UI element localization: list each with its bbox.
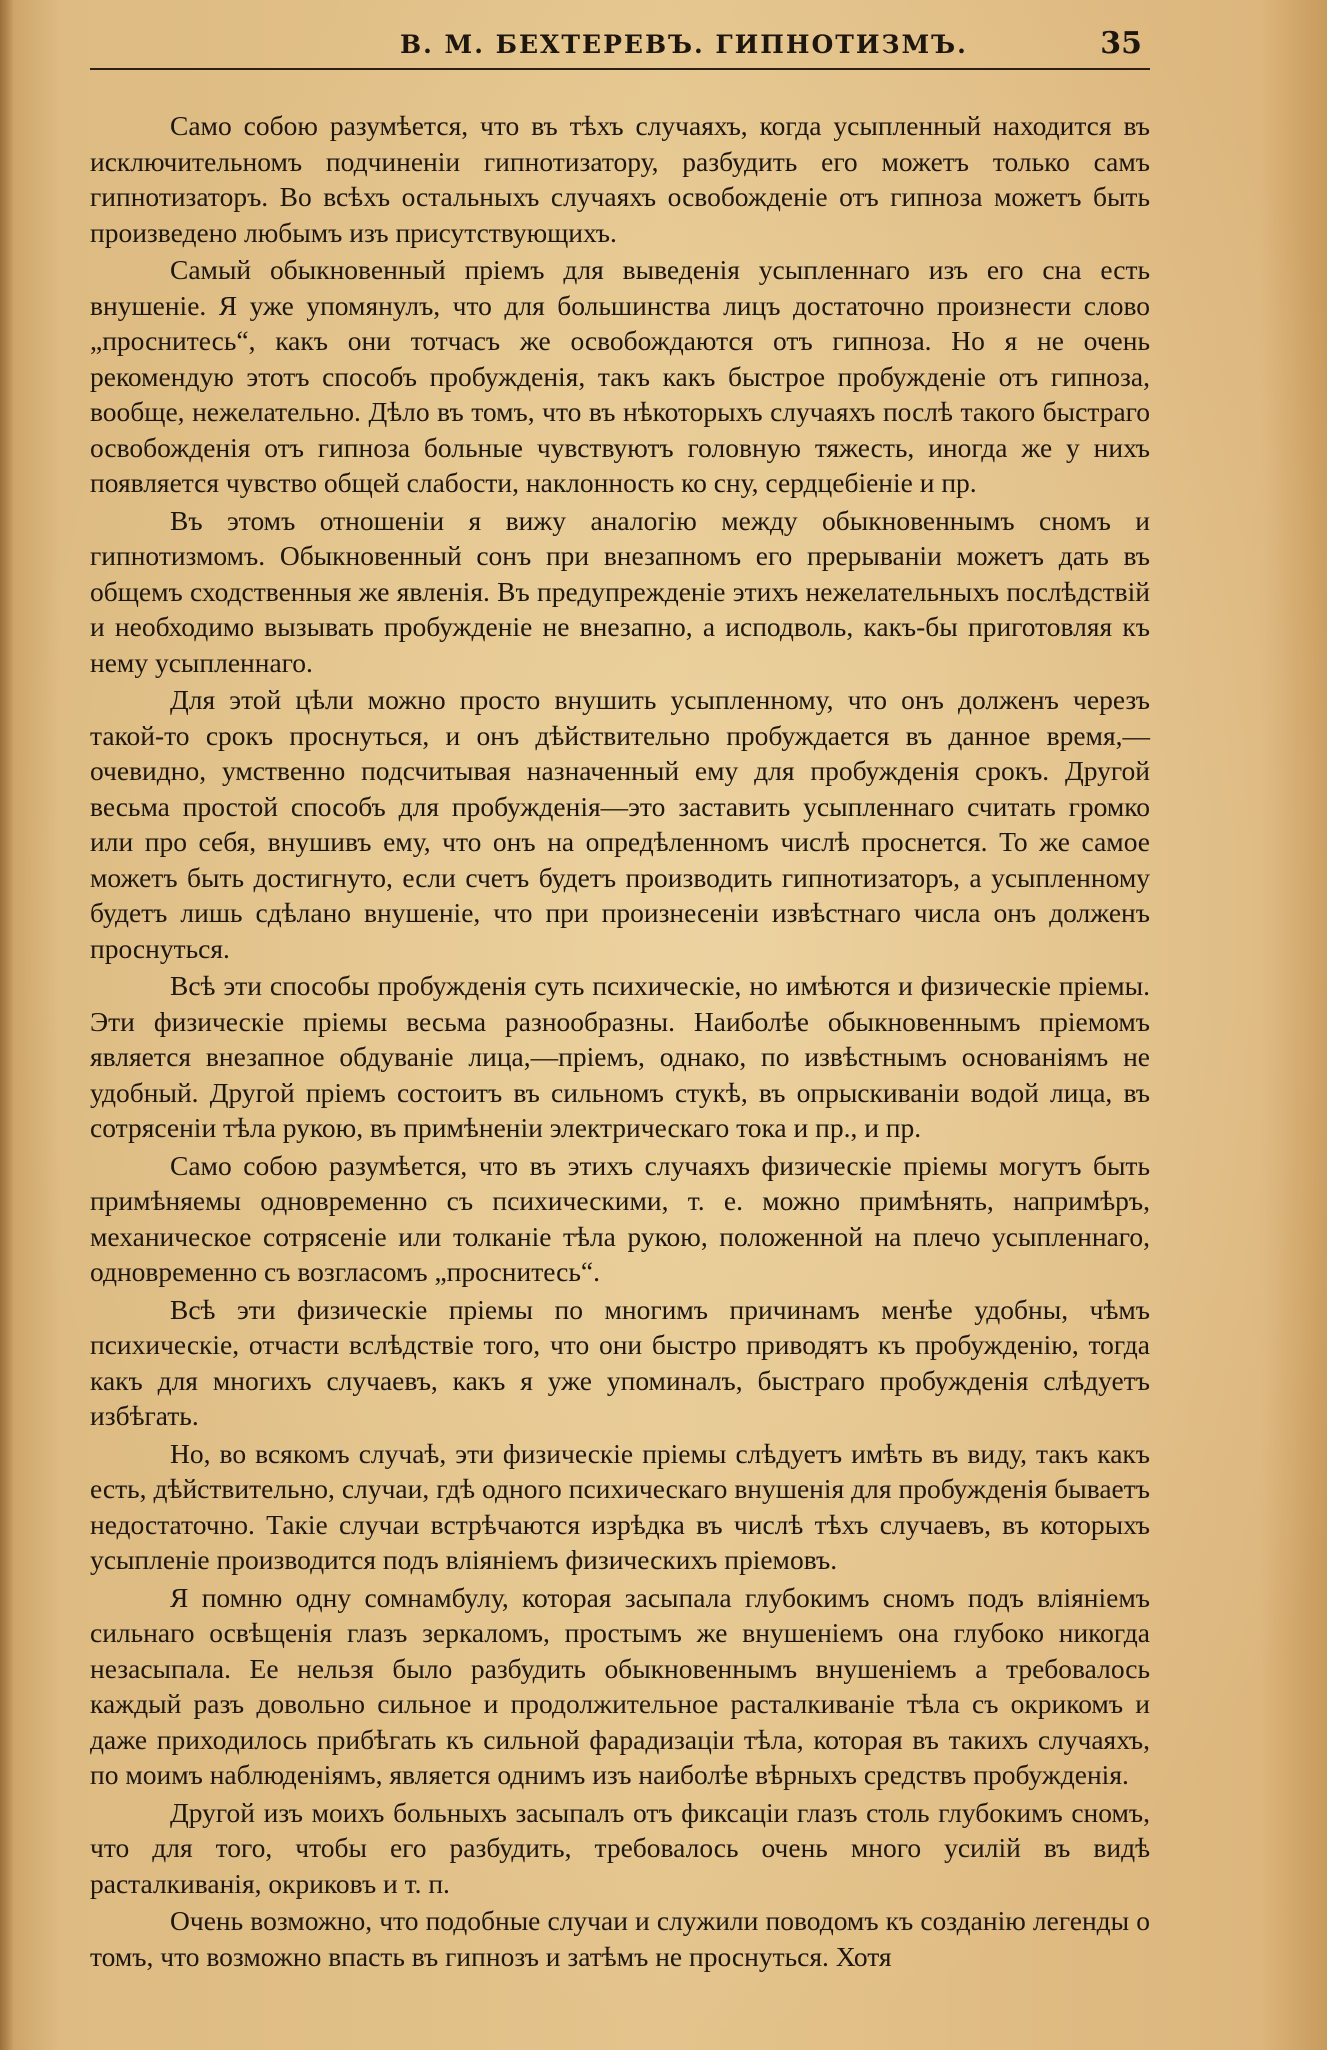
page-number: 35: [1100, 26, 1142, 61]
paragraph: Очень возможно, что подобные случаи и служили поводомъ къ созданію легенды о томъ, что возможно впасть въ гипнозъ и затѣмъ не проснуться. Хотя: [90, 1905, 1150, 1972]
paragraph: Въ этомъ отношеніи я вижу аналогію между обыкновеннымъ сномъ и гипнотизмомъ. Обыкновенный сонъ при внезапномъ его прерываніи можетъ дать въ общемъ сходственныя же явленія. Въ предупрежденіе этихъ нежелательныхъ послѣдствій и необходимо вызывать пробужденіе не внезапно, а исподволь, какъ-бы приготовляя къ нему усыпленнаго.: [90, 504, 1150, 678]
paragraph: Всѣ эти физическіе пріемы по многимъ причинамъ менѣе удобны, чѣмъ психическіе, отчасти вслѣдствіе того, что они быстро приводятъ къ пробужденію, тогда какъ для многихъ случаевъ, какъ я уже упоминалъ, быстраго пробужденія слѣдуетъ избѣгать.: [90, 1293, 1150, 1431]
paragraph: Я помню одну сомнамбулу, которая засыпала глубокимъ сномъ подъ вліяніемъ сильнаго освѣщенія глазъ зеркаломъ, простымъ же внушеніемъ она глубоко никогда незасыпала. Ее нельзя было разбудить обыкновеннымъ внушеніемъ а требовалось каждый разъ довольно сильное и продолжительное расталкиваніе тѣла съ окрикомъ и даже приходилось прибѣгать къ сильной фарадизаціи тѣла, которая въ такихъ случаяхъ, по моимъ наблюденіямъ, является однимъ изъ наиболѣе вѣрныхъ средствъ пробужденія.: [90, 1581, 1150, 1790]
paragraph: Само собою разумѣется, что въ тѣхъ случаяхъ, когда усыпленный находится въ исключительномъ подчиненіи гипнотизатору, разбудить его можетъ только самъ гипнотизаторъ. Во всѣхъ остальныхъ случаяхъ освобожденіе отъ гипноза можетъ быть произведено любымъ изъ присутствующихъ.: [90, 110, 1150, 248]
body-text: [90, 108, 1150, 1976]
paragraph: Для этой цѣли можно просто внушить усыпленному, что онъ долженъ черезъ такой-то срокъ проснуться, и онъ дѣйствительно пробуждается въ данное время,—очевидно, умственно подсчитывая назначенный ему для пробужденія срокъ. Другой весьма простой способъ для пробужденія—это заставить усыпленнаго считать громко или про себя, внушивъ ему, что онъ на опредѣленномъ числѣ проснется. То же самое можетъ быть достигнуто, если счетъ будетъ производить гипнотизаторъ, а усыпленному будетъ лишь сдѣлано внушеніе, что при произнесеніи извѣстнаго числа онъ долженъ проснуться.: [90, 684, 1150, 964]
paragraph: Но, во всякомъ случаѣ, эти физическіе пріемы слѣдуетъ имѣть въ виду, такъ какъ есть, дѣйствительно, случаи, гдѣ одного психическаго внушенія для пробужденія бываетъ недостаточно. Такіе случаи встрѣчаются изрѣдка въ числѣ тѣхъ случаевъ, въ которыхъ усыпленіе производится подъ вліяніемъ физическихъ пріемовъ.: [90, 1437, 1150, 1575]
paragraph: Самый обыкновенный пріемъ для выведенія усыпленнаго изъ его сна есть внушеніе. Я уже упомянулъ, что для большинства лицъ достаточно произнести слово „проснитесь“, какъ они тотчасъ же освобождаются отъ гипноза. Но я не очень рекомендую этотъ способъ пробужденія, такъ какъ быстрое пробужденіе отъ гипноза, вообще, нежелательно. Дѣло въ томъ, что въ нѣкоторыхъ случаяхъ послѣ такого быстраго освобожденія отъ гипноза больные чувствуютъ головную тяжесть, иногда же у нихъ появляется чувство общей слабости, наклонность ко сну, сердцебіеніе и пр.: [90, 254, 1150, 498]
paragraph: Всѣ эти способы пробужденія суть психическіе, но имѣются и физическіе пріемы. Эти физическіе пріемы весьма разнообразны. Наиболѣе обыкновеннымъ пріемомъ является внезапное обдуваніе лица,—пріемъ, однако, по извѣстнымъ основаніямъ не удобный. Другой пріемъ состоитъ въ сильномъ стукѣ, въ опрыскиваніи водой лица, въ сотрясеніи тѣла рукою, въ примѣненіи электрическаго тока и пр., и пр.: [90, 970, 1150, 1143]
paragraph: Само собою разумѣется, что въ этихъ случаяхъ физическіе пріемы могутъ быть примѣняемы одновременно съ психическими, т. е. можно примѣнять, напримѣръ, механическое сотрясеніе или толканіе тѣла рукою, положенной на плечо усыпленнаго, одновременно съ возгласомъ „проснитесь“.: [90, 1149, 1150, 1287]
paragraph: Другой изъ моихъ больныхъ засыпалъ отъ фиксаціи глазъ столь глубокимъ сномъ, что для того, чтобы его разбудить, требовалось очень много усилій въ видѣ расталкиванія, окриковъ и т. п.: [90, 1796, 1150, 1899]
page-edge-shadow: [0, 0, 14, 2050]
running-header: [90, 26, 1150, 70]
header-title: В. М. БЕХТЕРЕВЪ. ГИПНОТИЗМЪ.: [400, 30, 968, 59]
